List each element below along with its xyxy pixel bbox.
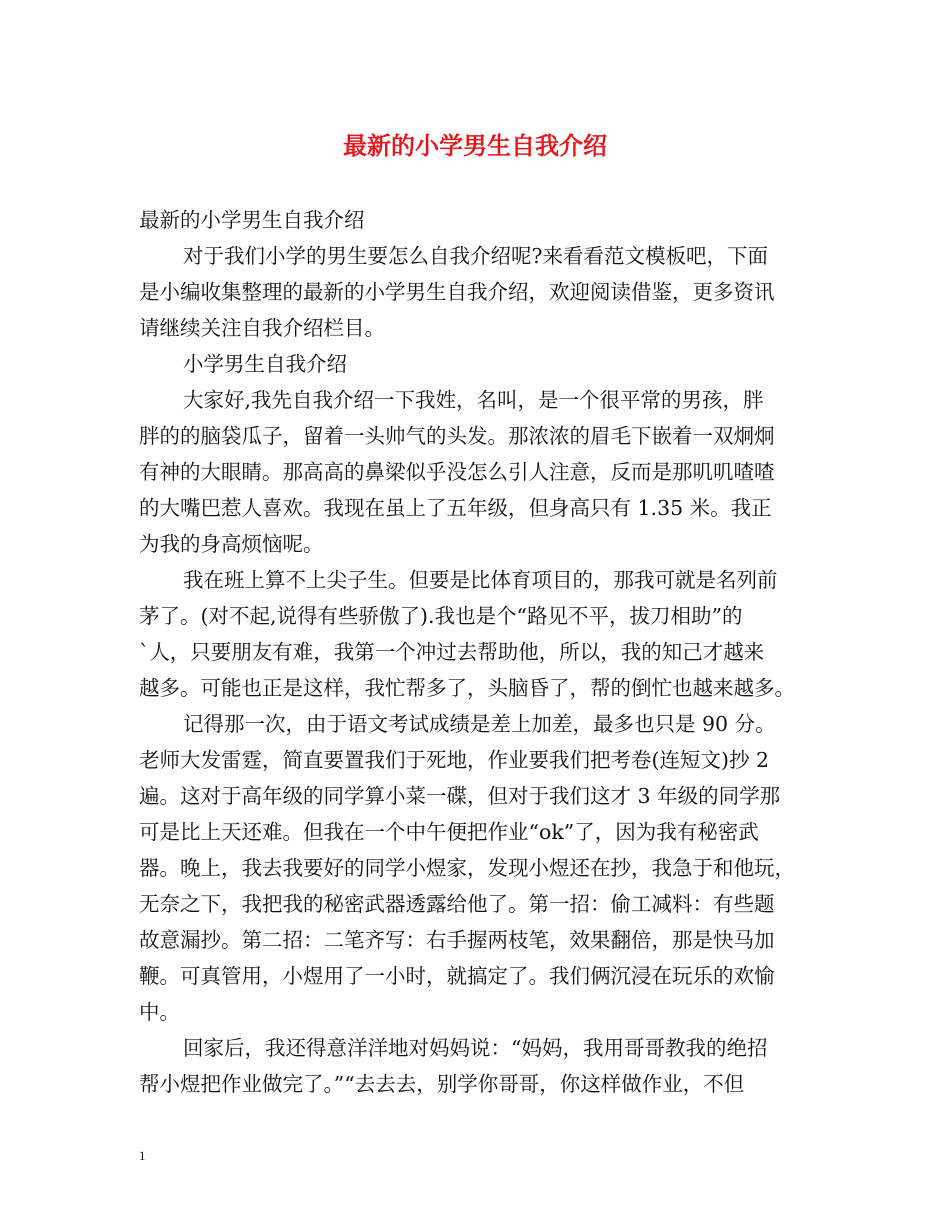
text-line: 的大嘴巴惹人喜欢。我现在虽上了五年级，但身高只有 1.35 米。我正: [139, 496, 772, 520]
text-line: 茅了。(对不起,说得有些骄傲了).我也是个“路见不平，拔刀相助”的: [139, 604, 743, 628]
text-line: 遍。这对于高年级的同学算小菜一碟，但对于我们这才 3 年级的同学那: [139, 784, 781, 808]
text-line: 胖的的脑袋瓜子，留着一头帅气的头发。那浓浓的眉毛下嵌着一双炯炯: [139, 424, 775, 448]
text-line: 器。晚上，我去我要好的同学小煜家，发现小煜还在抄，我急于和他玩，: [139, 856, 795, 880]
text-line: 无奈之下，我把我的秘密武器透露给他了。第一招：偷工减料：有些题: [139, 892, 775, 916]
text-line: 我在班上算不上尖子生。但要是比体育项目的，那我可就是名列前: [183, 568, 778, 592]
text-line: 大家好,我先自我介绍一下我姓，名叫，是一个很平常的男孩，胖: [183, 388, 764, 412]
text-line: 是小编收集整理的最新的小学男生自我介绍，欢迎阅读借鉴，更多资讯: [139, 280, 775, 304]
text-line: 小学男生自我介绍: [183, 352, 347, 376]
text-line: `人，只要朋友有难，我第一个冲过去帮助他，所以，我的知己才越来: [139, 640, 765, 664]
document-title: 最新的小学男生自我介绍: [343, 131, 607, 160]
text-line: 最新的小学男生自我介绍: [139, 208, 365, 232]
text-line: 故意漏抄。第二招：二笔齐写：右手握两枝笔，效果翻倍，那是快马加: [139, 928, 775, 952]
text-line: 鞭。可真管用，小煜用了一小时，就搞定了。我们俩沉浸在玩乐的欢愉: [139, 964, 775, 988]
text-line: 对于我们小学的男生要怎么自我介绍呢?来看看范文模板吧，下面: [183, 244, 768, 268]
text-line: 帮小煜把作业做完了。”“去去去，别学你哥哥，你这样做作业，不但: [139, 1072, 745, 1096]
text-line: 可是比上天还难。但我在一个中午便把作业“ok”了，因为我有秘密武: [139, 820, 759, 844]
text-line: 为我的身高烦恼呢。: [139, 532, 324, 556]
text-line: 老师大发雷霆，简直要置我们于死地，作业要我们把考卷(连短文)抄 2: [139, 748, 770, 772]
text-line: 请继续关注自我介绍栏目。: [139, 316, 385, 340]
text-line: 有神的大眼睛。那高高的鼻梁似乎没怎么引人注意，反而是那叽叽喳喳: [139, 460, 775, 484]
text-line: 中。: [139, 1000, 180, 1024]
text-line: 记得那一次，由于语文考试成绩是差上加差，最多也只是 90 分。: [183, 712, 776, 736]
text-line: 回家后，我还得意洋洋地对妈妈说：“妈妈，我用哥哥教我的绝招: [183, 1036, 768, 1060]
page-number: 1: [139, 1148, 146, 1163]
text-line: 越多。可能也正是这样，我忙帮多了，头脑昏了，帮的倒忙也越来越多。: [139, 676, 795, 700]
